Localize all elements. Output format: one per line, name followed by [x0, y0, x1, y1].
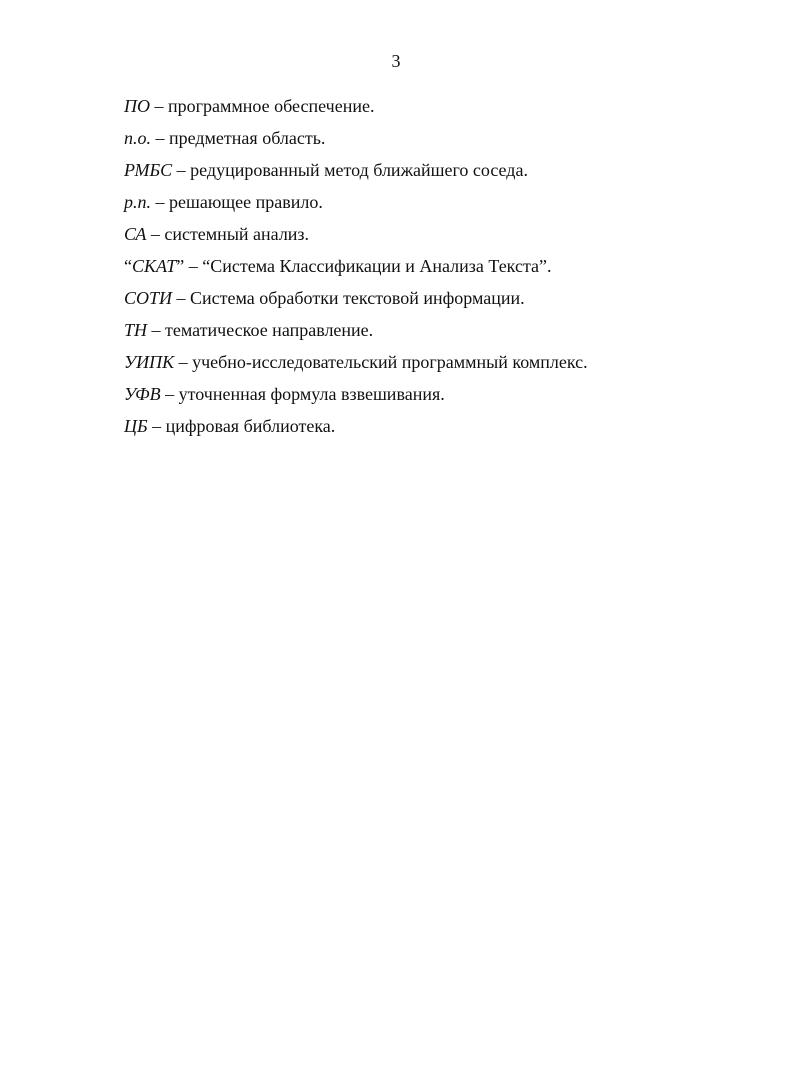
abbreviation-dash: – — [146, 224, 165, 244]
abbreviation-term: п.о. — [124, 128, 151, 148]
abbreviation-dash: – — [150, 96, 168, 116]
abbreviation-term: РМБС — [124, 160, 173, 180]
abbreviation-term: ЦБ — [124, 416, 148, 436]
abbreviation-dash: – — [147, 320, 166, 340]
abbreviation-definition: тематическое направление. — [165, 320, 374, 340]
abbreviation-dash: – — [174, 352, 193, 372]
abbreviation-item — [124, 319, 588, 351]
abbreviation-dash: – — [172, 288, 191, 308]
abbreviation-item — [124, 223, 588, 255]
abbreviation-open-quote: “ — [124, 256, 132, 276]
abbreviation-definition: “Система Классификации и Анализа Текста”. — [202, 256, 552, 276]
abbreviation-definition: системный анализ. — [164, 224, 310, 244]
abbreviation-item — [124, 287, 588, 319]
abbreviation-item — [124, 255, 588, 287]
abbreviation-item — [124, 127, 588, 159]
abbreviation-definition: уточненная формула взвешивания. — [178, 384, 445, 404]
abbreviation-dash: – — [184, 256, 203, 276]
abbreviation-close-quote: ” — [176, 256, 185, 276]
abbreviation-item — [124, 351, 588, 383]
abbreviation-list — [124, 95, 588, 447]
abbreviation-item — [124, 95, 588, 127]
abbreviation-dash: – — [160, 384, 179, 404]
abbreviation-term: УИПК — [124, 352, 175, 372]
page-number: 3 — [391, 51, 401, 71]
abbreviation-definition: цифровая библиотека. — [165, 416, 336, 436]
abbreviation-definition: программное обеспечение. — [168, 96, 375, 116]
abbreviation-definition: учебно-исследовательский программный комплекс. — [192, 352, 588, 372]
abbreviation-term: СА — [124, 224, 147, 244]
abbreviation-term: СКАТ — [132, 256, 177, 276]
abbreviation-item — [124, 191, 588, 223]
abbreviation-dash: – — [151, 192, 169, 212]
abbreviation-item — [124, 383, 588, 415]
abbreviation-term: УФВ — [124, 384, 161, 404]
abbreviation-definition: решающее правило. — [169, 192, 323, 212]
abbreviation-definition: редуцированный метод ближайшего соседа. — [190, 160, 528, 180]
abbreviation-definition: предметная область. — [169, 128, 326, 148]
abbreviation-term: ПО — [124, 96, 150, 116]
abbreviation-dash: – — [151, 128, 169, 148]
abbreviation-term: р.п. — [124, 192, 151, 212]
abbreviation-dash: – — [172, 160, 191, 180]
abbreviation-item — [124, 415, 588, 447]
abbreviation-item — [124, 159, 588, 191]
abbreviation-term: СОТИ — [124, 288, 173, 308]
abbreviation-term: ТН — [124, 320, 148, 340]
abbreviation-dash: – — [147, 416, 166, 436]
abbreviation-definition: Система обработки текстовой информации. — [190, 288, 525, 308]
